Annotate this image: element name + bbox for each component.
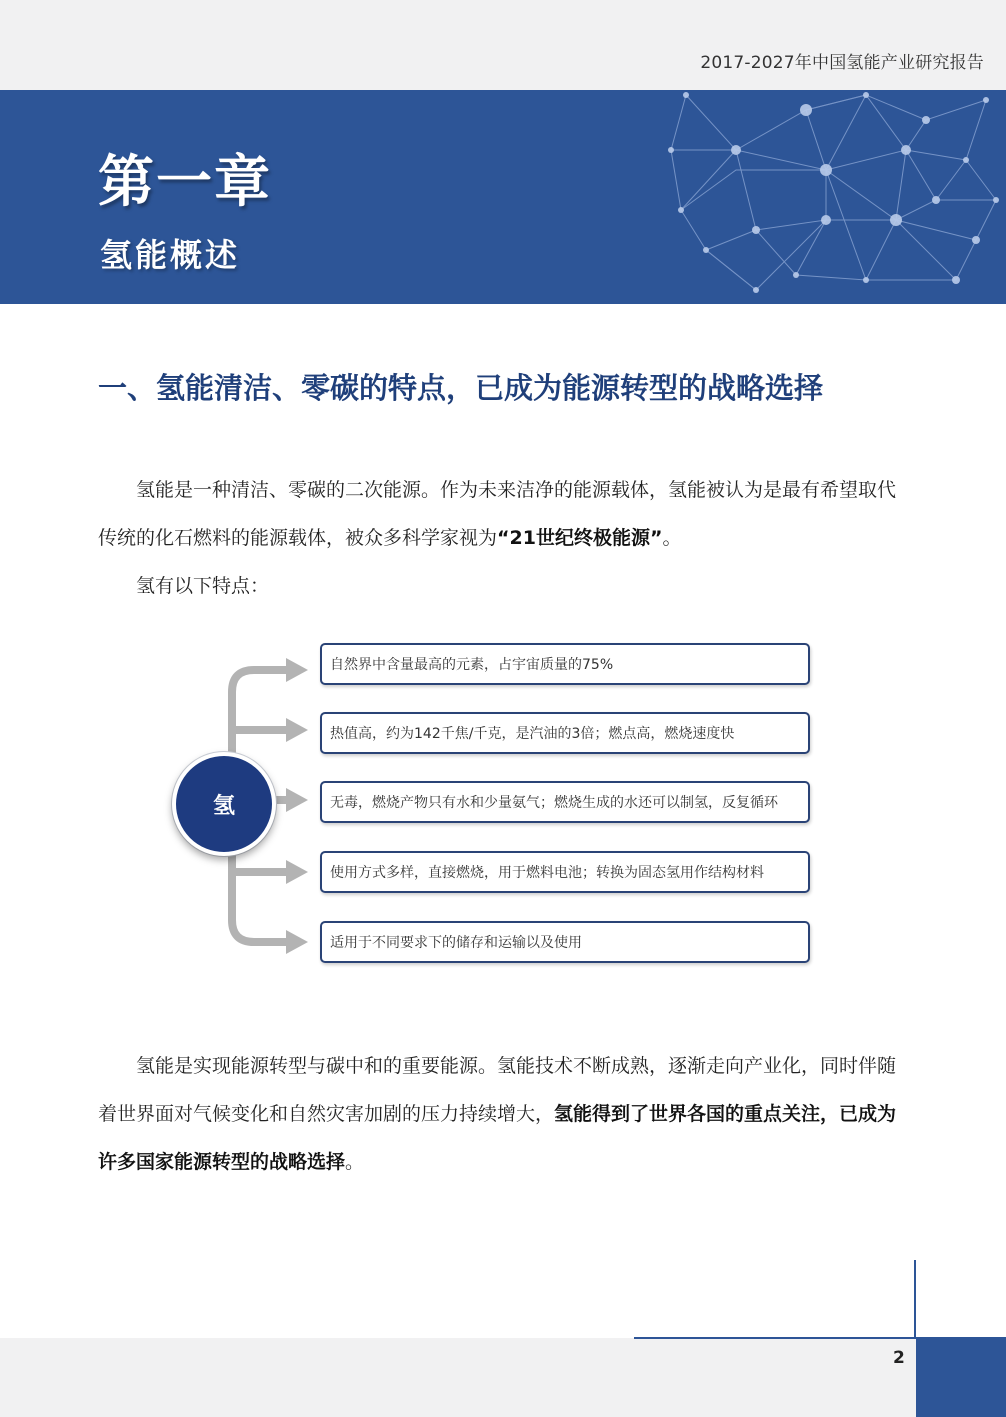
intro-text: 氢能是一种清洁、零碳的二次能源。作为未来洁净的能源载体，氢能被认为是最有希望取代传统的化石燃料的能源载体，被众多科学家视为 bbox=[98, 479, 897, 549]
feature-box-usage: 使用方式多样，直接燃烧，用于燃料电池；转换为固态氢用作结构材料 bbox=[320, 851, 810, 893]
conclusion-paragraph bbox=[98, 1042, 910, 1186]
footer-vertical-rule bbox=[914, 1260, 916, 1338]
feature-box-heat-value: 热值高，约为142千焦/千克，是汽油的3倍；燃点高，燃烧速度快 bbox=[320, 712, 810, 754]
chapter-number: 第一章 bbox=[98, 150, 272, 215]
features-lead-paragraph bbox=[98, 562, 910, 610]
feature-box-abundance: 自然界中含量最高的元素，占宇宙质量的75% bbox=[320, 643, 810, 685]
page-number: 2 bbox=[893, 1348, 905, 1368]
top-bar bbox=[0, 0, 1006, 90]
feature-box-non-toxic: 无毒，燃烧产物只有水和少量氨气；燃烧生成的水还可以制氢，反复循环 bbox=[320, 781, 810, 823]
intro-paragraph bbox=[98, 466, 910, 562]
network-sphere-graphic bbox=[666, 90, 1006, 304]
conclusion-bold-text: 氢能得到了世界各国的重点关注，已成为许多国家能源转型的战略选择 bbox=[98, 1103, 897, 1173]
intro-bold-text: “21世纪终极能源” bbox=[497, 527, 663, 549]
section-heading: 一、氢能清洁、零碳的特点，已成为能源转型的战略选择 bbox=[98, 371, 824, 405]
conclusion-text: 氢能是实现能源转型与碳中和的重要能源。氢能技术不断成熟，逐渐走向产业化，同时伴随着世界面对气候变化和自然灾害加剧的压力持续增大， bbox=[98, 1055, 897, 1125]
chapter-title: 氢能概述 bbox=[100, 236, 241, 274]
footer-blue-block bbox=[916, 1339, 1006, 1417]
hydrogen-features-diagram bbox=[160, 630, 840, 980]
conclusion-end: 。 bbox=[345, 1151, 365, 1173]
intro-end: 。 bbox=[662, 527, 682, 549]
chapter-banner bbox=[0, 90, 1006, 304]
features-lead-text: 氢有以下特点： bbox=[136, 575, 270, 597]
hydrogen-hub-circle: 氢 bbox=[172, 752, 276, 856]
footer-bar bbox=[0, 1338, 1006, 1417]
feature-box-storage: 适用于不同要求下的储存和运输以及使用 bbox=[320, 921, 810, 963]
report-title: 2017-2027年中国氢能产业研究报告 bbox=[700, 53, 984, 73]
